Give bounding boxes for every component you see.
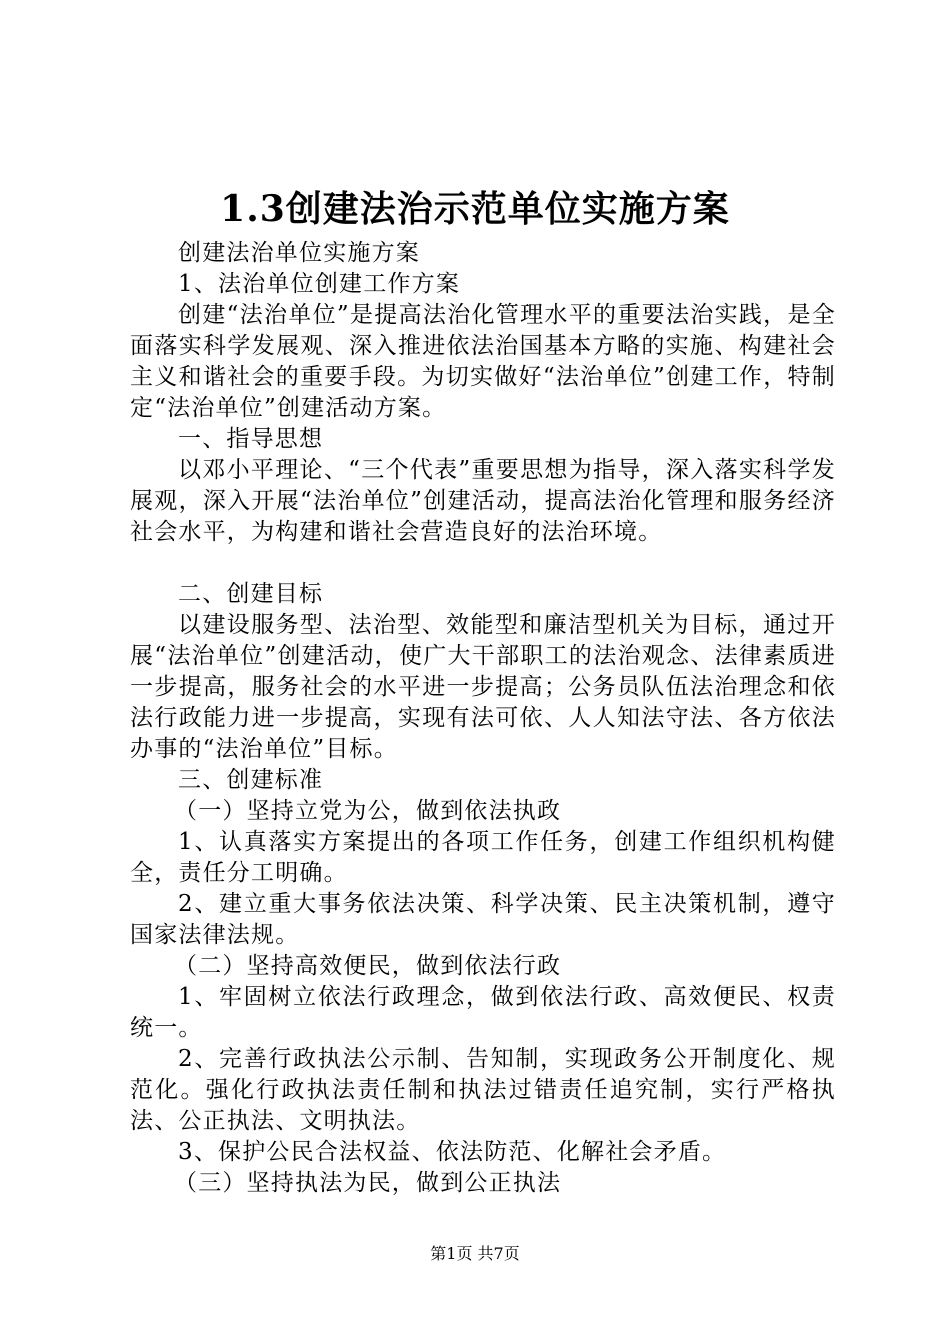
subheading-standard-2: （二）坚持高效便民，做到依法行政 <box>174 953 562 979</box>
heading-standards: 三、创建标准 <box>178 767 324 793</box>
list-item-standard-2-2: 2、完善行政执法公示制、告知制，实现政务公开制度化、规范化。强化行政执法责任制和执法过错责任追究制，实行严格执法、公正执法、文明执法。 <box>130 1046 836 1134</box>
document-body <box>130 238 836 1199</box>
paragraph-subtitle: 创建法治单位实施方案 <box>178 240 420 266</box>
page-footer: 第1页 共7页 <box>430 1244 520 1263</box>
heading-guiding-ideology: 一、指导思想 <box>178 426 324 452</box>
paragraph-section-heading: 1、法治单位创建工作方案 <box>178 271 461 297</box>
list-item-standard-1-1: 1、认真落实方案提出的各项工作任务，创建工作组织机构健全，责任分工明确。 <box>130 829 836 886</box>
heading-goals: 二、创建目标 <box>178 581 324 607</box>
subheading-standard-1: （一）坚持立党为公，做到依法执政 <box>174 798 562 824</box>
subheading-standard-3: （三）坚持执法为民，做到公正执法 <box>174 1170 562 1196</box>
list-item-standard-2-3: 3、保护公民合法权益、依法防范、化解社会矛盾。 <box>178 1139 727 1165</box>
paragraph-intro: 创建“法治单位”是提高法治化管理水平的重要法治实践，是全面落实科学发展观、深入推进依法治国基本方略的实施、构建社会主义和谐社会的重要手段。为切实做好“法治单位”创建工作，特制定“法治单位”创建活动方案。 <box>130 302 836 421</box>
document-title: 1.3创建法治示范单位实施方案 <box>220 188 730 230</box>
paragraph-guiding-ideology: 以邓小平理论、“三个代表”重要思想为指导，深入落实科学发展观，深入开展“法治单位”创建活动，提高法治化管理和服务经济社会水平，为构建和谐社会营造良好的法治环境。 <box>130 457 836 545</box>
list-item-standard-1-2: 2、建立重大事务依法决策、科学决策、民主决策机制，遵守国家法律法规。 <box>130 891 836 948</box>
paragraph-goals: 以建设服务型、法治型、效能型和廉洁型机关为目标，通过开展“法治单位”创建活动，使广大干部职工的法治观念、法律素质进一步提高，服务社会的水平进一步提高；公务员队伍法治理念和依法行政能力进一步提高，实现有法可依、人人知法守法、各方依法办事的“法治单位”目标。 <box>130 612 836 762</box>
list-item-standard-2-1: 1、牢固树立依法行政理念，做到依法行政、高效便民、权责统一。 <box>130 984 836 1041</box>
